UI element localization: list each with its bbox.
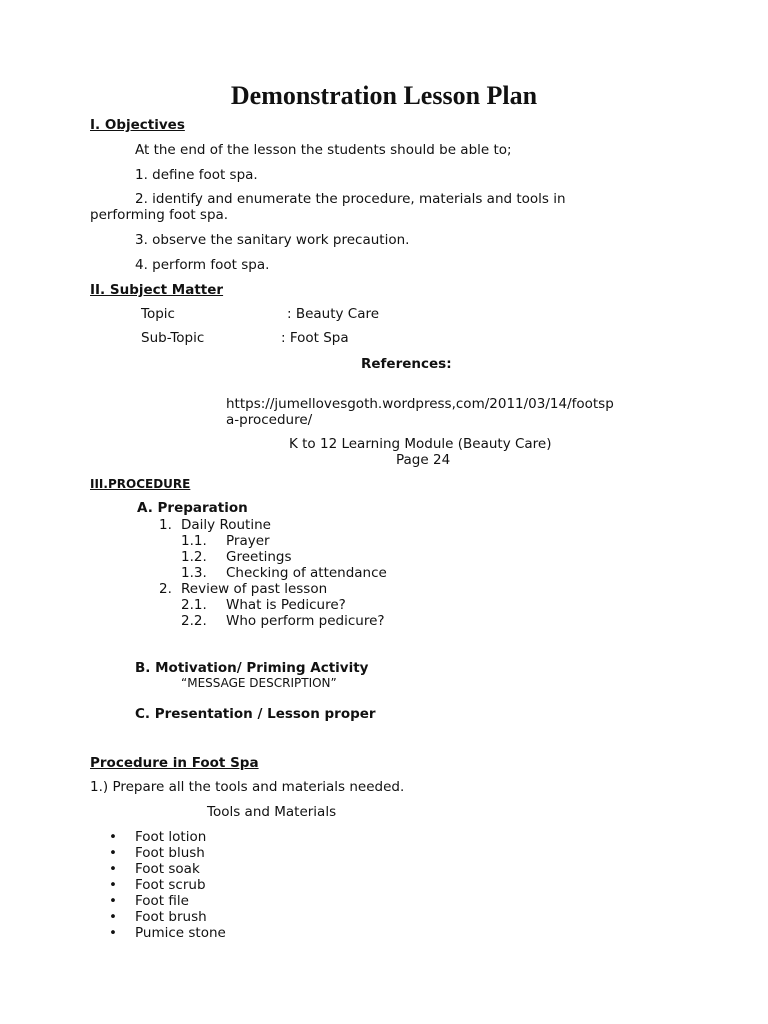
topic-value: : Beauty Care (287, 306, 380, 322)
list-number: 1.2. (181, 549, 207, 565)
preparation-item: Daily Routine (181, 517, 271, 533)
motivation-heading: B. Motivation/ Priming Activity (135, 660, 369, 676)
reference-book: K to 12 Learning Module (Beauty Care) (289, 436, 552, 452)
preparation-subitem: Greetings (226, 549, 292, 565)
objective-item: 1. define foot spa. (135, 167, 258, 183)
list-item: • Foot brush (135, 909, 207, 925)
objectives-intro: At the end of the lesson the students should be able to; (135, 142, 512, 158)
tools-heading: Tools and Materials (207, 804, 337, 820)
list-item: • Foot lotion (135, 829, 206, 845)
reference-url-line2: a-procedure/ (226, 412, 313, 428)
preparation-subitem: Checking of attendance (226, 565, 387, 581)
presentation-heading: C. Presentation / Lesson proper (135, 706, 376, 722)
list-item: • Foot soak (135, 861, 200, 877)
reference-url-line1: https://jumellovesgoth.wordpress,com/2011/03/14/footsp (226, 396, 614, 412)
preparation-item: Review of past lesson (181, 581, 328, 597)
objectives-heading: I. Objectives (90, 117, 185, 133)
topic-label: Topic (141, 306, 175, 322)
objective-item: 2. identify and enumerate the procedure, materials and tools in (135, 191, 566, 207)
list-number: 2.1. (181, 597, 207, 613)
list-item: • Foot scrub (135, 877, 206, 893)
page-title: Demonstration Lesson Plan (230, 81, 538, 110)
list-number: 1. (159, 517, 172, 533)
list-item: • Foot file (135, 893, 189, 909)
subtopic-label: Sub-Topic (141, 330, 205, 346)
preparation-subitem: What is Pedicure? (226, 597, 346, 613)
foot-spa-heading: Procedure in Foot Spa (90, 755, 259, 771)
preparation-subitem: Prayer (226, 533, 270, 549)
list-item: • Foot blush (135, 845, 205, 861)
subject-matter-heading: II. Subject Matter (90, 282, 224, 298)
preparation-subitem: Who perform pedicure? (226, 613, 385, 629)
list-item: • Pumice stone (135, 925, 226, 941)
list-number: 1.1. (181, 533, 207, 549)
references-label: References: (361, 356, 452, 372)
objective-item-continuation: performing foot spa. (90, 207, 229, 223)
subtopic-value: : Foot Spa (281, 330, 349, 346)
reference-page: Page 24 (396, 452, 451, 468)
foot-spa-step: 1.) Prepare all the tools and materials needed. (90, 779, 405, 795)
list-number: 2. (159, 581, 172, 597)
procedure-heading: III.PROCEDURE (90, 477, 191, 491)
motivation-text: “MESSAGE DESCRIPTION” (181, 676, 337, 690)
list-number: 2.2. (181, 613, 207, 629)
objective-item: 4. perform foot spa. (135, 257, 270, 273)
preparation-heading: A. Preparation (137, 500, 248, 516)
objective-item: 3. observe the sanitary work precaution. (135, 232, 410, 248)
list-number: 1.3. (181, 565, 207, 581)
